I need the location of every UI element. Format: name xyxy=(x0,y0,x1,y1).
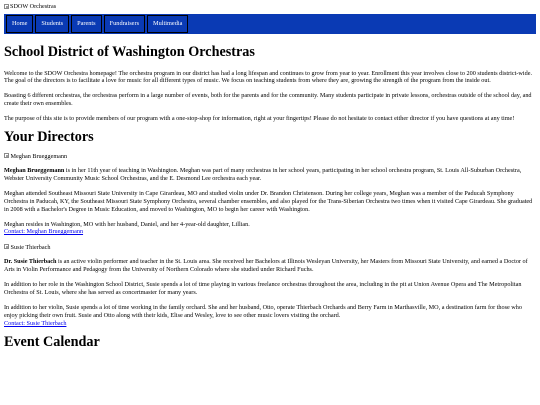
directors-heading: Your Directors xyxy=(4,129,94,146)
director-photo-alt: Susie Thierbach xyxy=(10,244,51,252)
director-photo-thierbach xyxy=(4,244,536,251)
main-nav xyxy=(4,14,536,34)
director-bio-paragraph xyxy=(4,167,536,183)
contact-link-brueggemann[interactable]: Contact: Meghan Brueggemann xyxy=(4,228,84,236)
nav-item-multimedia[interactable]: Multimedia xyxy=(147,15,188,33)
broken-image-icon xyxy=(4,4,9,9)
director-name: Dr. Susie Thierbach xyxy=(4,258,57,266)
director-bio-text: is an active violin performer and teacher in the St. Louis area. She received her Bachelors at Illinois Wesleyan University, her Masters from Missouri State University, and earned a Doctor of Arts in Violin Performance and Pedagogy from the University of Northern Colorado where she studied under Richard Fuchs. xyxy=(4,258,528,274)
director-bio-paragraph-with-contact xyxy=(4,304,536,328)
site-logo xyxy=(4,3,56,10)
director-bio-text: is in her 11th year of teaching in Washington. Meghan was part of many orchestras in her school years, participating in her school orchestra program, St. Louis All-Suburban Orchestra, Webster University Community Music School Orchestras, and the E. Desmond Lee orchestra each year. xyxy=(4,166,522,182)
director-bio-paragraph xyxy=(4,258,536,274)
broken-image-icon xyxy=(4,153,9,158)
contact-link-thierbach[interactable]: Contact: Susie Thierbach xyxy=(4,320,67,328)
director-photo-alt: Meghan Brueggemann xyxy=(10,152,68,160)
intro-paragraph-1: Welcome to the SDOW Orchestra homepage! The orchestra program in our district has had a long lifespan and continues to grow from year to year. Enrollment this year involves close to 200 students district-wide. The goal of the directors is to facilitate a love for music for all different types of music. We focus on teaching students from where they are, growing the strength of the program from the inside out. xyxy=(4,69,532,85)
broken-image-icon xyxy=(4,244,9,249)
nav-item-parents[interactable]: Parents xyxy=(71,15,102,33)
director-name: Meghan Brueggemann xyxy=(4,166,65,174)
intro-paragraph-3: The purpose of this site is to provide members of our program with a one-stop-shop for information, right at your fingertips! Please do not hesitate to contact either director if you have questions at any time! xyxy=(4,115,515,123)
director-photo-brueggemann xyxy=(4,153,536,160)
site-logo-alt: SDOW Orchestras xyxy=(10,3,57,10)
nav-item-home[interactable]: Home xyxy=(6,15,33,33)
director-bio-paragraph-with-contact xyxy=(4,221,536,237)
director-bio-text: Meghan resides in Washington, MO with her husband, Daniel, and her 4-year-old daughter, Lillian. xyxy=(4,220,250,228)
intro-paragraph-2: Boasting 6 different orchestras, the orchestras perform in a large number of events, both for the parents and for the community. Many students participate in private lessons, orchestras outside of the school day, and create their own ensembles. xyxy=(4,92,532,108)
director-bio-paragraph: Meghan attended Southeast Missouri State University in Cape Girardeau, MO and studied violin under Dr. Brandon Christenson. During her college years, Meghan was a member of the Paducah Symphony Orchestra in Paducah, KY, the Southeast Missouri State Symphony Orchestra, several chamber ensembles, and also played for the Trans-Siberian Orchestra two times when it visited Cape Girardeau. She graduated in 2008 with a Bachelor's Degree in Music Education, and moved to Washington, MO to begin her career with Washington. xyxy=(4,189,533,213)
page-title: School District of Washington Orchestras xyxy=(4,43,255,60)
event-calendar-heading: Event Calendar xyxy=(4,333,100,350)
nav-item-fundraisers[interactable]: Fundraisers xyxy=(104,15,145,33)
director-bio-paragraph: In addition to her role in the Washington School District, Susie spends a lot of time playing in various freelance orchestras throughout the area, including in the pit at Union Avenue Opera and The Metropolitan Orchestra of St. Louis, where she has served as concertmaster for many years. xyxy=(4,281,522,297)
director-bio-text: In addition to her violin, Susie spends a lot of time working in the family orchard. She and her husband, Otto, operate Thierbach Orchards and Berry Farm in Marthasville, MO, a destination farm for those who enjoy picking their own fruit. Susie and Otto along with their kids, Elise and Wesley, love to see other music lovers visiting the orchard. xyxy=(4,304,522,320)
nav-item-students[interactable]: Students xyxy=(35,15,69,33)
